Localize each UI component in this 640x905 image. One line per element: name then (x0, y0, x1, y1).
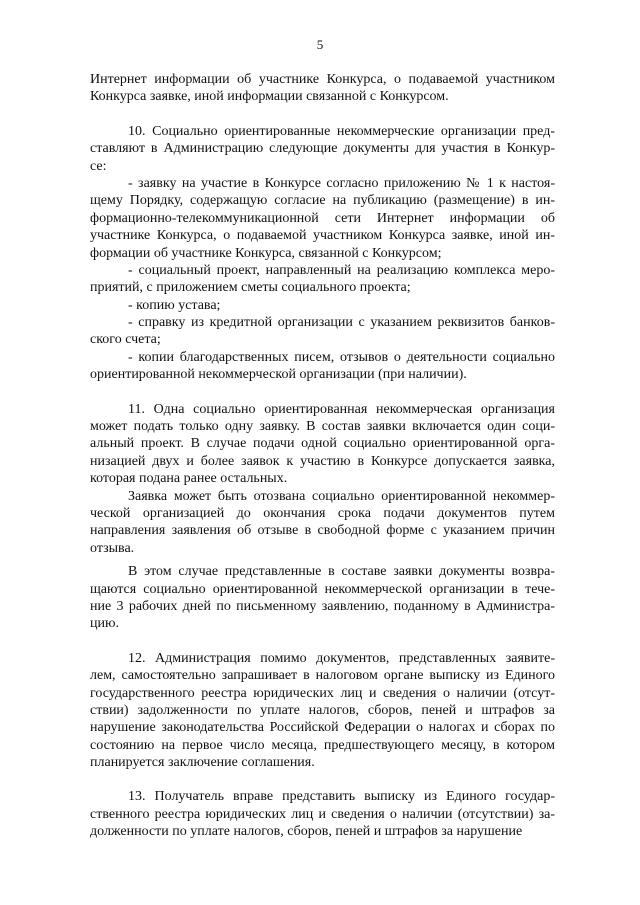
text-line: низацией двух и более заявок к участию в Конкурсе допускается заявка, (90, 453, 555, 469)
section-gap (90, 633, 555, 650)
paragraph-10 (90, 123, 555, 175)
text-line: формационно-телекоммуникационной сети Интернет информации об (90, 210, 555, 226)
list-item-bank-certificate (90, 314, 555, 349)
text-line: щему Порядку, содержащую согласие на публикацию (размещение) в ин- (90, 193, 555, 209)
text-line: Заявка может быть отозвана социально ориентированной некоммер- (128, 488, 555, 504)
list-item-charter (90, 297, 555, 314)
text-line: 13. Получатель вправе представить выписку из Единого государ- (128, 789, 555, 805)
text-line: В этом случае представленные в составе заявки документы возвра- (128, 564, 555, 580)
text-line: Интернет информации об участнике Конкурса, о подаваемой участником (90, 72, 555, 87)
text-line: государственного реестра юридических лиц и сведения о наличии (отсут- (90, 685, 555, 701)
text-line: альный проект. В случае подачи одной социально ориентированной орга- (90, 436, 555, 452)
list-item-application (90, 175, 555, 262)
text-line: долженности по уплате налогов, сборов, пеней и штрафов за нарушение (90, 824, 523, 840)
paragraph-intro (90, 71, 555, 106)
text-line: - заявку на участие в Конкурсе согласно приложению № 1 к настоя- (128, 175, 555, 191)
text-line: 12. Администрация помимо документов, представленных заявите- (128, 650, 555, 666)
text-line: нарушение законодательства Российской Федерации о налогах и сборах по (90, 720, 555, 736)
list-item-letters (90, 349, 555, 384)
text-line: приятий, с приложением сметы социального проекта; (90, 280, 411, 296)
text-line: отзыва. (90, 540, 135, 556)
text-line: цию. (90, 616, 119, 632)
text-line: лем, самостоятельно запрашивает в налоговом органе выписку из Единого (90, 668, 555, 684)
text-line: ского счета; (90, 332, 161, 348)
paragraph-12 (90, 650, 555, 772)
text-line: 11. Одна социально ориентированная некоммерческая организация (128, 401, 555, 417)
paragraph-13 (90, 788, 555, 840)
text-line: формации об участнике Конкурса, связанной с Конкурсом; (90, 245, 442, 261)
text-line: щаются социально ориентированной некоммерческой организации в тече- (90, 581, 555, 597)
text-line: ствии) задолженности по уплате налогов, сборов, пеней и штрафов за (90, 702, 555, 718)
text-line: ние 3 рабочих дней по письменному заявлению, поданному в Администра- (90, 598, 555, 614)
text-line: - социальный проект, направленный на реализацию комплекса меро- (128, 262, 555, 278)
text-line: - копию устава; (128, 297, 221, 313)
text-line: планируется заключение соглашения. (90, 755, 315, 771)
section-gap (90, 106, 555, 123)
text-line: Конкурса заявке, иной информации связанной с Конкурсом. (90, 89, 449, 105)
section-gap (90, 384, 555, 401)
text-line: может подать только одну заявку. В состав заявки включается один соци- (90, 419, 555, 435)
text-line: 10. Социально ориентированные некоммерческие организации пред- (128, 123, 555, 139)
text-line: ставляют в Администрацию следующие документы для участия в Конкур- (90, 141, 555, 157)
body-text (90, 71, 555, 841)
text-line: ственного реестра юридических лиц и сведения о наличии (отсутствии) за- (90, 806, 555, 822)
text-line: состоянию на первое число месяца, предшествующего месяцу, в котором (90, 737, 555, 753)
section-gap (90, 771, 555, 788)
page-number: 5 (316, 37, 324, 52)
paragraph-11 (90, 401, 555, 488)
list-item-social-project (90, 262, 555, 297)
text-line: ческой организацией до окончания срока подачи документов путем (90, 505, 555, 521)
text-line: направления заявления об отзыве в свободной форме с указанием причин (90, 523, 555, 539)
text-line: се: (90, 158, 107, 174)
text-line: - копии благодарственных писем, отзывов о деятельности социально (128, 349, 555, 365)
paragraph-11-return (90, 563, 555, 633)
text-line: участнике Конкурса, о подаваемой участником Конкурса заявке, иной ин- (90, 228, 555, 244)
text-line: - справку из кредитной организации с указанием реквизитов банков- (128, 315, 555, 331)
text-line: ориентированной некоммерческой организации (при наличии). (90, 367, 467, 383)
paragraph-11-withdrawal (90, 488, 555, 558)
text-line: которая подана ранее остальных. (90, 471, 288, 487)
